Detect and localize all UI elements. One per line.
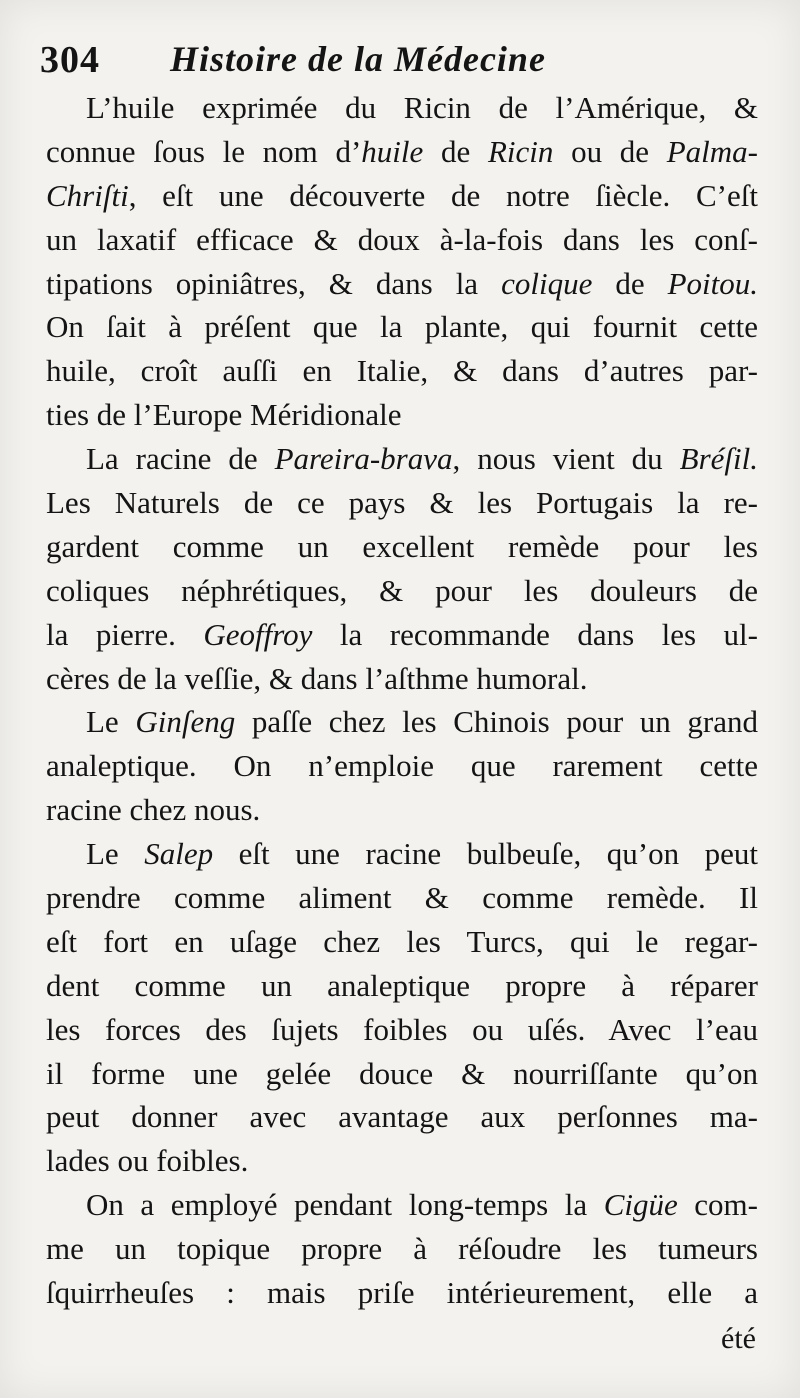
text-line bbox=[46, 744, 758, 788]
text-line bbox=[46, 920, 758, 964]
text-line bbox=[46, 569, 758, 613]
text-segment: ou de bbox=[553, 133, 667, 169]
italic-term: Palma- bbox=[666, 133, 758, 169]
text-segment: Les Naturels de ce pays & les Portugais la re- bbox=[46, 485, 758, 521]
text-segment: Le bbox=[86, 836, 145, 872]
text-line bbox=[46, 437, 758, 481]
text-segment: un laxatif efficace & doux à-la-fois dans les conſ- bbox=[46, 221, 758, 257]
text-line bbox=[46, 1183, 758, 1227]
text-segment: On ſait à préſent que la plante, qui fournit cette bbox=[46, 309, 758, 345]
text-line bbox=[46, 481, 758, 525]
italic-term: Cigüe bbox=[603, 1187, 678, 1223]
text-line bbox=[46, 525, 758, 569]
text-segment: L’huile exprimée du Ricin de l’Amérique, & bbox=[86, 90, 758, 125]
text-line bbox=[46, 174, 758, 218]
text-segment: ties de l’Europe Méridionale bbox=[46, 397, 402, 433]
text-line bbox=[46, 262, 758, 306]
text-segment: dent comme un analeptique propre à réparer bbox=[46, 967, 758, 1003]
text-segment: me un topique propre à réſoudre les tumeurs bbox=[46, 1231, 758, 1267]
italic-term: Salep bbox=[144, 836, 214, 872]
text-segment: racine chez nous. bbox=[46, 792, 261, 828]
body-text bbox=[46, 86, 758, 1315]
italic-term: Poitou. bbox=[667, 265, 759, 301]
text-line bbox=[46, 393, 758, 437]
text-line bbox=[46, 1227, 758, 1271]
text-line bbox=[46, 1052, 758, 1096]
text-line bbox=[46, 964, 758, 1008]
text-line bbox=[46, 130, 758, 174]
text-segment: La racine de bbox=[86, 441, 275, 477]
catchword: été bbox=[721, 1322, 756, 1355]
text-segment: tipations opiniâtres, & dans la bbox=[46, 265, 502, 301]
text-segment: , nous vient du bbox=[452, 441, 680, 477]
text-segment: ſquirrheuſes : mais priſe intérieurement, elle a bbox=[46, 1275, 758, 1311]
text-segment: eſt une racine bulbeuſe, qu’on peut bbox=[213, 836, 758, 872]
text-line bbox=[46, 788, 758, 832]
text-segment: huile, croît auſſi en Italie, & dans d’autres par- bbox=[46, 353, 758, 389]
page-number: 304 bbox=[40, 39, 100, 81]
text-segment: , eſt une découverte de notre ſiècle. C’eſt bbox=[128, 177, 758, 213]
text-line bbox=[46, 700, 758, 744]
italic-term: Pareira-brava bbox=[274, 441, 453, 477]
text-segment: On a employé pendant long-temps la bbox=[86, 1187, 604, 1223]
text-segment: peut donner avec avantage aux perſonnes ma- bbox=[46, 1099, 758, 1135]
text-segment: de bbox=[592, 265, 668, 301]
text-line bbox=[46, 657, 758, 701]
italic-term: huile bbox=[361, 133, 424, 169]
text-segment: lades ou foibles. bbox=[46, 1143, 249, 1179]
italic-term: Chriſti bbox=[46, 177, 129, 213]
running-title: Histoire de la Médecine bbox=[170, 39, 546, 79]
text-segment: connue ſous le nom d’ bbox=[46, 133, 362, 169]
text-segment: la pierre. bbox=[46, 616, 204, 652]
text-line bbox=[46, 86, 758, 130]
text-line bbox=[46, 876, 758, 920]
text-segment: coliques néphrétiques, & pour les douleurs de bbox=[46, 572, 758, 608]
text-segment: analeptique. On n’emploie que rarement cette bbox=[46, 748, 758, 784]
text-line bbox=[46, 832, 758, 876]
text-segment: prendre comme aliment & comme remède. Il bbox=[46, 880, 758, 916]
text-segment: eſt fort en uſage chez les Turcs, qui le regar- bbox=[46, 923, 758, 959]
italic-term: Ginſeng bbox=[135, 704, 236, 740]
text-segment: com- bbox=[677, 1187, 758, 1223]
text-segment: la recommande dans les ul- bbox=[312, 616, 758, 652]
text-segment: Le bbox=[86, 704, 136, 740]
text-segment: gardent comme un excellent remède pour les bbox=[46, 528, 758, 564]
italic-term: Bréſil. bbox=[679, 441, 758, 477]
text-segment: de bbox=[423, 133, 488, 169]
text-line bbox=[46, 1139, 758, 1183]
italic-term: Geoffroy bbox=[203, 616, 313, 652]
text-line bbox=[46, 1095, 758, 1139]
text-segment: les forces des ſujets foibles ou uſés. Avec l’eau bbox=[46, 1011, 758, 1047]
text-segment: cères de la veſſie, & dans l’aſthme humoral. bbox=[46, 660, 588, 696]
text-line bbox=[46, 218, 758, 262]
text-segment: il forme une gelée douce & nourriſſante qu’on bbox=[46, 1055, 758, 1091]
italic-term: colique bbox=[501, 265, 593, 301]
text-line bbox=[46, 305, 758, 349]
text-line bbox=[46, 349, 758, 393]
text-line bbox=[46, 613, 758, 657]
italic-term: Ricin bbox=[487, 133, 554, 169]
text-segment: paſſe chez les Chinois pour un grand bbox=[235, 704, 758, 740]
text-line bbox=[46, 1008, 758, 1052]
text-line bbox=[46, 1271, 758, 1315]
